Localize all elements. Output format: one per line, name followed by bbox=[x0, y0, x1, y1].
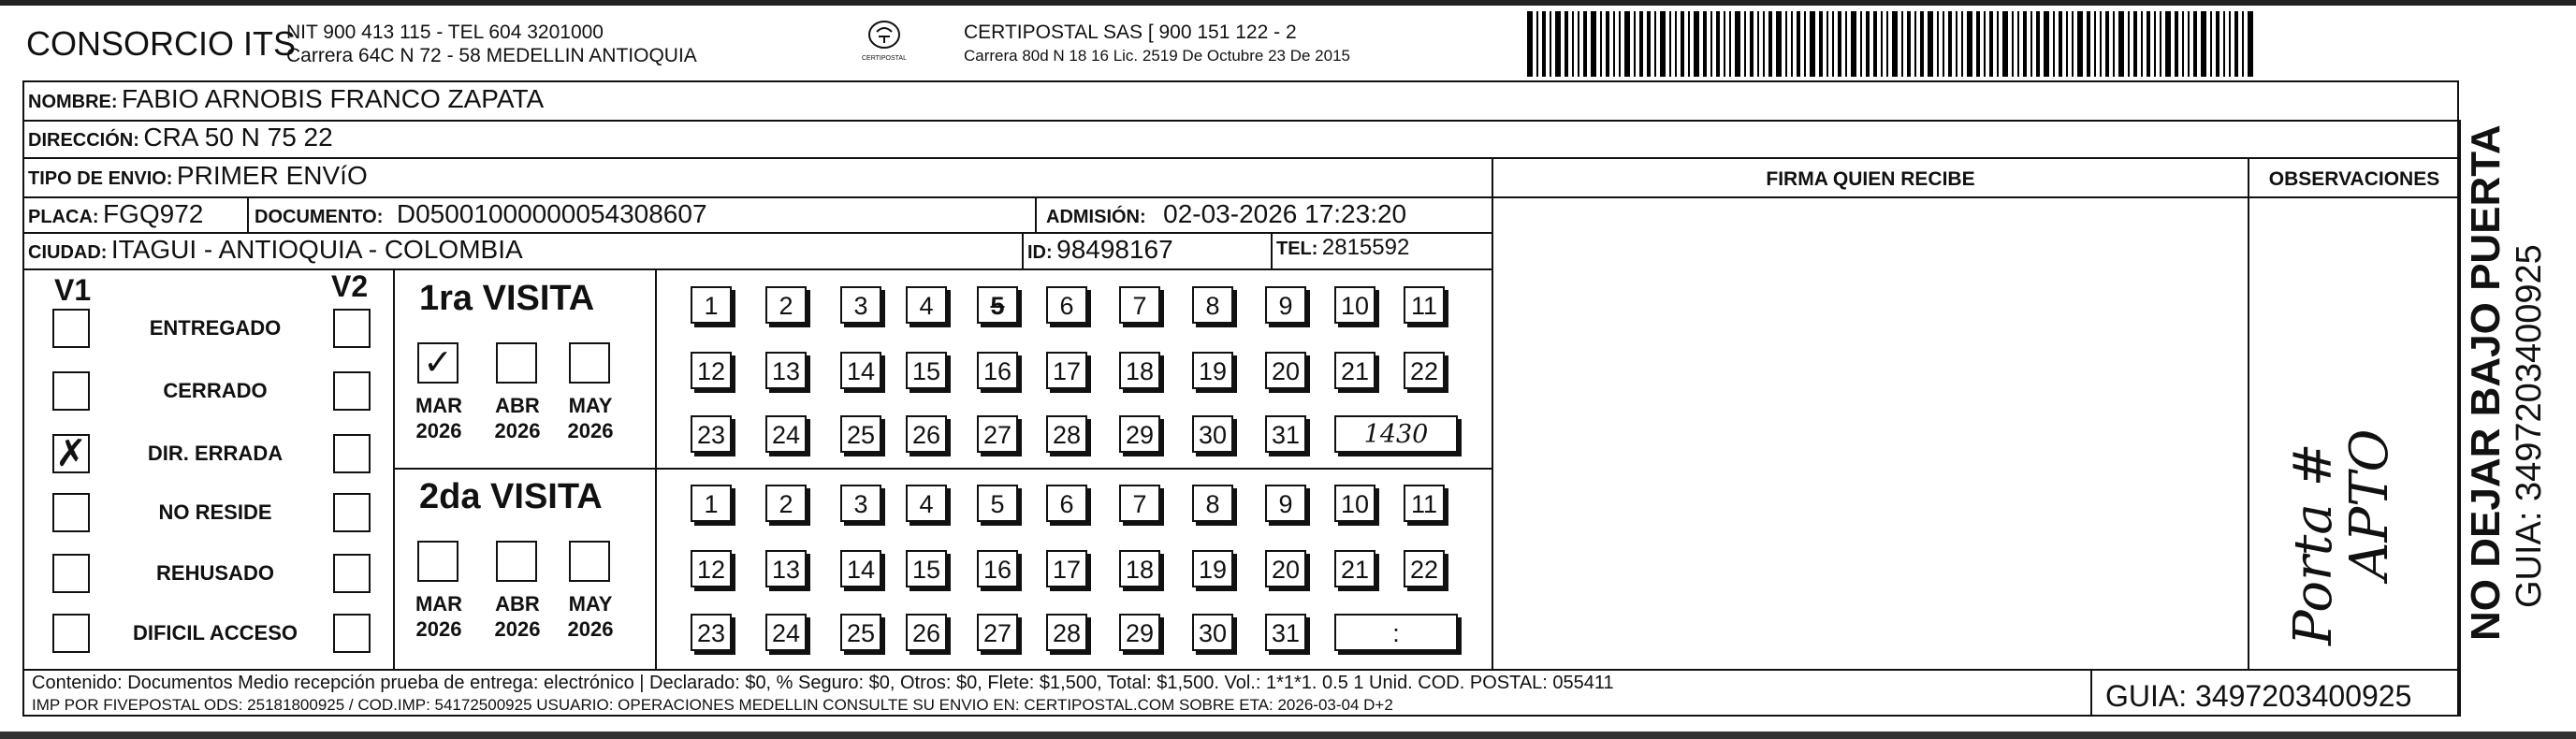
status-option-label: REHUSADO bbox=[156, 561, 274, 585]
v1-heading: V1 bbox=[54, 273, 92, 307]
day-box[interactable]: 7 bbox=[1119, 485, 1160, 522]
barcode-bar bbox=[1819, 11, 1823, 77]
day-box[interactable]: 2 bbox=[765, 286, 807, 324]
month-label bbox=[406, 393, 472, 443]
day-box[interactable]: 22 bbox=[1404, 352, 1445, 389]
month-checkbox[interactable] bbox=[569, 342, 610, 384]
day-box[interactable]: 22 bbox=[1404, 550, 1445, 587]
barcode-bar bbox=[1914, 11, 1916, 77]
logo-icon bbox=[866, 19, 903, 51]
company-nit: NIT 900 413 115 - TEL 604 3201000 bbox=[286, 22, 604, 43]
tel-label: TEL: bbox=[1276, 239, 1318, 259]
barcode-bar bbox=[2223, 11, 2225, 77]
day-box[interactable]: 6 bbox=[1046, 485, 1087, 522]
v2-checkbox[interactable] bbox=[333, 371, 371, 411]
day-box[interactable]: 10 bbox=[1334, 286, 1375, 324]
month-label bbox=[558, 591, 623, 642]
day-box[interactable]: 17 bbox=[1046, 550, 1087, 587]
barcode-bar bbox=[2017, 11, 2019, 77]
month-checkbox[interactable] bbox=[569, 541, 610, 582]
barcode-bar bbox=[1785, 11, 1787, 77]
barcode-bar bbox=[1527, 11, 1533, 77]
v2-checkbox[interactable] bbox=[333, 493, 371, 532]
logo-text: CERTIPOSTAL bbox=[862, 55, 907, 62]
nombre-label: NOMBRE: bbox=[28, 92, 118, 112]
barcode-bar bbox=[1710, 11, 1712, 77]
no-dejar-warning: NO DEJAR BAJO PUERTA bbox=[2463, 124, 2509, 641]
day-box[interactable]: 29 bbox=[1119, 614, 1160, 651]
day-box[interactable]: 28 bbox=[1046, 614, 1087, 651]
month-name: MAR bbox=[415, 592, 463, 616]
day-box[interactable]: 11 bbox=[1404, 286, 1445, 324]
day-box[interactable]: 3 bbox=[840, 485, 881, 522]
day-box[interactable]: 11 bbox=[1404, 485, 1445, 522]
status-option-label: CERRADO bbox=[163, 379, 268, 402]
barcode-bar bbox=[2113, 11, 2115, 77]
month-name: MAY bbox=[568, 394, 613, 417]
day-box[interactable]: 24 bbox=[765, 614, 807, 651]
day-box[interactable]: 23 bbox=[691, 614, 732, 651]
v2-checkbox[interactable] bbox=[333, 434, 371, 473]
v1-checkbox[interactable] bbox=[52, 309, 90, 348]
barcode-bar bbox=[1928, 11, 1933, 77]
day-box[interactable]: 21 bbox=[1334, 550, 1375, 587]
barcode-bar bbox=[1660, 11, 1666, 77]
barcode-bar bbox=[2002, 11, 2008, 77]
barcode-bar bbox=[2053, 11, 2055, 77]
barcode-bar bbox=[1838, 11, 1841, 77]
barcode-bar bbox=[1750, 11, 1754, 77]
day-box[interactable]: 19 bbox=[1192, 550, 1233, 587]
hour-box[interactable]: 1430 bbox=[1334, 415, 1458, 453]
month-checkbox[interactable] bbox=[417, 541, 458, 582]
v2-checkbox[interactable] bbox=[333, 309, 371, 348]
barcode-bar bbox=[1578, 11, 1579, 77]
day-box[interactable]: 25 bbox=[840, 614, 881, 651]
admision-label: ADMISIÓN: bbox=[1046, 207, 1146, 227]
barcode-bar bbox=[2118, 11, 2124, 77]
day-box[interactable]: 23 bbox=[691, 415, 732, 453]
barcode-bar bbox=[2165, 11, 2171, 77]
tel-row bbox=[1276, 235, 1409, 261]
barcode-bar bbox=[1956, 11, 1957, 77]
barcode-bar bbox=[1768, 11, 1772, 77]
barcode-bar bbox=[1845, 11, 1847, 77]
day-box[interactable]: 18 bbox=[1119, 550, 1160, 587]
barcode-bar bbox=[1961, 11, 1963, 77]
day-box[interactable]: 28 bbox=[1046, 415, 1087, 453]
documento-value: D05001000000054308607 bbox=[396, 199, 707, 228]
day-box[interactable]: 18 bbox=[1119, 352, 1160, 389]
day-box[interactable]: 26 bbox=[906, 614, 947, 651]
barcode-bar bbox=[1776, 11, 1782, 77]
placa-row bbox=[28, 199, 203, 229]
day-box[interactable]: 15 bbox=[906, 550, 947, 587]
barcode-bar bbox=[1555, 11, 1561, 77]
day-box[interactable]: 25 bbox=[840, 415, 881, 453]
barcode-bar bbox=[2229, 11, 2231, 77]
day-box[interactable]: 13 bbox=[765, 352, 807, 389]
day-box[interactable]: 1 bbox=[691, 286, 732, 324]
id-row bbox=[1027, 235, 1173, 265]
barcode-bar bbox=[2087, 11, 2090, 77]
barcode-bar bbox=[2066, 11, 2068, 77]
direccion-row bbox=[28, 123, 333, 152]
barcode-bar bbox=[2030, 11, 2032, 77]
day-box[interactable]: 8 bbox=[1192, 286, 1233, 324]
day-box[interactable]: 6 bbox=[1046, 286, 1087, 324]
month-name: MAR bbox=[415, 394, 463, 417]
barcode-bar bbox=[2105, 11, 2109, 77]
barcode-bar bbox=[2182, 11, 2184, 77]
nombre-row bbox=[28, 84, 544, 114]
month-year: 2026 bbox=[415, 419, 462, 442]
barcode-bar bbox=[1757, 11, 1759, 77]
day-box[interactable]: 27 bbox=[977, 614, 1018, 651]
day-box[interactable]: 9 bbox=[1265, 286, 1306, 324]
barcode-bar bbox=[1984, 11, 1986, 77]
v2-heading: V2 bbox=[331, 269, 369, 303]
company-info bbox=[286, 21, 697, 67]
barcode-bar bbox=[1716, 11, 1720, 77]
barcode-bar bbox=[1735, 11, 1740, 77]
barcode-bar bbox=[2216, 11, 2219, 77]
barcode-bar bbox=[1600, 11, 1602, 77]
day-box[interactable]: 21 bbox=[1334, 352, 1375, 389]
barcode-bar bbox=[1542, 11, 1546, 77]
barcode-bar bbox=[1565, 11, 1568, 77]
barcode-bar bbox=[1744, 11, 1746, 77]
barcode-bar bbox=[1681, 11, 1684, 77]
barcode-bar bbox=[2023, 11, 2027, 77]
visit-title: 2da VISITA bbox=[419, 477, 603, 516]
barcode-bar bbox=[2147, 11, 2150, 77]
placa-label: PLACA: bbox=[28, 207, 99, 227]
day-box[interactable]: 14 bbox=[840, 550, 881, 587]
barcode-bar bbox=[1804, 11, 1806, 77]
barcode-bar bbox=[1703, 11, 1707, 77]
v1-checkbox[interactable] bbox=[52, 493, 90, 532]
barcode-bar bbox=[1694, 11, 1699, 77]
barcode-bar bbox=[2210, 11, 2212, 77]
month-checkbox[interactable] bbox=[496, 541, 537, 582]
placa-value: FGQ972 bbox=[103, 199, 204, 228]
barcode-bar bbox=[2133, 11, 2137, 77]
v2-checkbox[interactable] bbox=[333, 554, 371, 593]
month-year: 2026 bbox=[494, 419, 541, 442]
day-box[interactable]: 12 bbox=[691, 352, 732, 389]
top-edge bbox=[0, 0, 2576, 6]
tipo-envio-row bbox=[28, 161, 368, 191]
barcode-bar bbox=[1675, 11, 1677, 77]
barcode-bar bbox=[2248, 11, 2253, 77]
barcode-bar bbox=[2175, 11, 2178, 77]
status-option-label: ENTREGADO bbox=[149, 316, 282, 340]
barcode-bar bbox=[2094, 11, 2096, 77]
barcode-bar bbox=[1886, 11, 1888, 77]
day-box[interactable]: 29 bbox=[1119, 415, 1160, 453]
day-box[interactable]: 2 bbox=[765, 485, 807, 522]
company-name: CONSORCIO ITS bbox=[26, 24, 297, 63]
v1-checkbox[interactable] bbox=[52, 371, 90, 411]
barcode-bar bbox=[1810, 11, 1815, 77]
barcode-bar bbox=[1920, 11, 1924, 77]
month-year: 2026 bbox=[567, 617, 614, 641]
status-option-label: DIFICIL ACCESO bbox=[132, 621, 298, 645]
ciudad-value: ITAGUI - ANTIOQUIA - COLOMBIA bbox=[110, 235, 523, 264]
admision-row bbox=[1046, 199, 1406, 229]
barcode-bar bbox=[1873, 11, 1877, 77]
barcode-bar bbox=[2100, 11, 2102, 77]
tel-value: 2815592 bbox=[1321, 235, 1410, 260]
month-checkbox[interactable]: ✓ bbox=[417, 342, 458, 384]
month-name: ABR bbox=[495, 394, 540, 417]
barcode-bar bbox=[1634, 11, 1636, 77]
barcode-bar bbox=[2012, 11, 2014, 77]
barcode-bar bbox=[1647, 11, 1651, 77]
ciudad-label: CIUDAD: bbox=[28, 242, 108, 263]
barcode-bar bbox=[2072, 11, 2074, 77]
barcode-bar bbox=[2242, 11, 2244, 77]
barcode-bar bbox=[1967, 11, 1972, 77]
v1-checkbox[interactable] bbox=[52, 614, 90, 653]
observations-handwriting-1: Porta # bbox=[2283, 442, 2344, 645]
day-box[interactable]: 30 bbox=[1192, 614, 1233, 651]
barcode-bar bbox=[1943, 11, 1944, 77]
direccion-value: CRA 50 N 75 22 bbox=[143, 123, 333, 152]
barcode-bar bbox=[2059, 11, 2062, 77]
month-name: ABR bbox=[495, 592, 540, 616]
barcode-bar bbox=[2077, 11, 2083, 77]
carrier-address: Carrera 80d N 18 16 Lic. 2519 De Octubre 23 De 2015 bbox=[964, 47, 1350, 65]
side-guia: GUIA: 3497203400925 bbox=[2510, 244, 2549, 608]
observations-handwriting-2: APTO bbox=[2339, 428, 2400, 580]
month-label bbox=[406, 591, 472, 642]
barcode-bar bbox=[2160, 11, 2161, 77]
barcode-bar bbox=[2201, 11, 2206, 77]
id-value: 98498167 bbox=[1056, 235, 1173, 264]
carrier-nit: CERTIPOSTAL SAS [ 900 151 122 - 2 bbox=[964, 22, 1297, 43]
carrier-info bbox=[964, 21, 1350, 67]
company-address: Carrera 64C N 72 - 58 MEDELLIN ANTIOQUIA bbox=[286, 45, 697, 66]
status-option-label: NO RESIDE bbox=[158, 500, 272, 524]
month-year: 2026 bbox=[415, 617, 462, 641]
barcode-bar bbox=[1639, 11, 1643, 77]
barcode-bar bbox=[1791, 11, 1793, 77]
barcode-bar bbox=[1536, 11, 1538, 77]
day-box[interactable]: 27 bbox=[977, 415, 1018, 453]
day-box[interactable]: 4 bbox=[906, 286, 947, 324]
day-box[interactable]: 16 bbox=[977, 352, 1018, 389]
barcode-bar bbox=[1851, 11, 1856, 77]
v2-checkbox[interactable] bbox=[333, 614, 371, 653]
tipo-envio-label: TIPO DE ENVIO: bbox=[28, 168, 173, 189]
day-box[interactable]: 9 bbox=[1265, 485, 1306, 522]
certipostal-logo bbox=[847, 19, 922, 75]
day-box[interactable]: 19 bbox=[1192, 352, 1233, 389]
day-box[interactable]: 7 bbox=[1119, 286, 1160, 324]
hour-box[interactable]: : bbox=[1334, 614, 1458, 651]
month-label bbox=[485, 591, 550, 642]
day-box[interactable]: 1 bbox=[691, 485, 732, 522]
barcode-bar bbox=[1624, 11, 1630, 77]
month-checkbox[interactable] bbox=[496, 342, 537, 384]
barcode-bar bbox=[2128, 11, 2130, 77]
day-box[interactable]: 20 bbox=[1265, 352, 1306, 389]
footer-guia: GUIA: 3497203400925 bbox=[2105, 679, 2412, 713]
visit-title: 1ra VISITA bbox=[419, 279, 595, 318]
footer-line-2: IMP POR FIVEPOSTAL ODS: 25181800925 / COD.IMP: 54172500925 USUARIO: OPERACIONES MEDELLIN CONSULTE SU ENVIO EN: CERTIPOSTAL.COM SOBRE ETA: 2026-03-04 D+2 bbox=[32, 696, 1393, 714]
barcode-bar bbox=[1948, 11, 1952, 77]
barcode-bar bbox=[1591, 11, 1596, 77]
ciudad-row bbox=[28, 235, 523, 265]
day-box[interactable]: 4 bbox=[906, 485, 947, 522]
documento-label: DOCUMENTO: bbox=[255, 207, 384, 227]
status-option-label: DIR. ERRADA bbox=[147, 442, 284, 465]
barcode-bar bbox=[1606, 11, 1609, 77]
barcode-bar bbox=[1989, 11, 1993, 77]
month-label bbox=[558, 393, 623, 443]
barcode-bar bbox=[1572, 11, 1574, 77]
day-box[interactable]: 15 bbox=[906, 352, 947, 389]
barcode-bar bbox=[1797, 11, 1800, 77]
tipo-envio-value: PRIMER ENVíO bbox=[176, 161, 368, 190]
month-name: MAY bbox=[568, 592, 613, 616]
barcode-bar bbox=[1866, 11, 1870, 77]
barcode-bar bbox=[1724, 11, 1725, 77]
barcode-bar bbox=[1583, 11, 1587, 77]
v1-checkbox[interactable]: ✗ bbox=[52, 434, 90, 473]
barcode-bar bbox=[2141, 11, 2143, 77]
barcode-bar bbox=[1937, 11, 1939, 77]
barcode-bar bbox=[1613, 11, 1615, 77]
day-box[interactable]: 31 bbox=[1265, 415, 1306, 453]
admision-value: 02-03-2026 17:23:20 bbox=[1163, 199, 1407, 228]
day-box[interactable]: 30 bbox=[1192, 415, 1233, 453]
observations-label: OBSERVACIONES bbox=[2268, 168, 2440, 190]
nombre-value: FABIO ARNOBIS FRANCO ZAPATA bbox=[122, 84, 545, 113]
day-box[interactable]: 13 bbox=[765, 550, 807, 587]
day-box[interactable]: 31 bbox=[1265, 614, 1306, 651]
barcode-bar bbox=[1619, 11, 1621, 77]
v1-checkbox[interactable] bbox=[52, 554, 90, 593]
month-year: 2026 bbox=[494, 617, 541, 641]
day-box[interactable]: 20 bbox=[1265, 550, 1306, 587]
barcode-bar bbox=[1826, 11, 1828, 77]
day-box[interactable]: 26 bbox=[906, 415, 947, 453]
barcode-bar bbox=[1550, 11, 1551, 77]
day-box[interactable]: 8 bbox=[1192, 485, 1233, 522]
barcode-bar bbox=[1832, 11, 1834, 77]
barcode-bar bbox=[1976, 11, 1980, 77]
barcode-bar bbox=[2234, 11, 2238, 77]
barcode-bar bbox=[1881, 11, 1883, 77]
barcode-bar bbox=[2036, 11, 2040, 77]
id-label: ID: bbox=[1027, 242, 1053, 263]
day-box[interactable]: 14 bbox=[840, 352, 881, 389]
barcode-bar bbox=[1892, 11, 1898, 77]
footer-line-1: Contenido: Documentos Medio recepción prueba de entrega: electrónico | Declarado: $0, % Seguro: $0, Otros: $0, Flete: $1,500, Total: $1,500. Vol.: 1*1*1. 0.5 1 Unid. COD. POSTAL: 055411 bbox=[32, 673, 1614, 693]
month-year: 2026 bbox=[567, 419, 614, 442]
day-box[interactable]: 17 bbox=[1046, 352, 1087, 389]
direccion-label: DIRECCIÓN: bbox=[28, 130, 139, 151]
day-box[interactable]: 24 bbox=[765, 415, 807, 453]
barcode-bar bbox=[2193, 11, 2197, 77]
bottom-edge bbox=[0, 732, 2576, 739]
barcode-bar bbox=[1688, 11, 1690, 77]
barcode bbox=[1527, 11, 2276, 77]
barcode-bar bbox=[1907, 11, 1911, 77]
barcode-bar bbox=[1654, 11, 1656, 77]
day-box[interactable]: 12 bbox=[691, 550, 732, 587]
barcode-bar bbox=[1729, 11, 1731, 77]
day-box[interactable]: 10 bbox=[1334, 485, 1375, 522]
barcode-bar bbox=[1860, 11, 1862, 77]
day-box[interactable]: 16 bbox=[977, 550, 1018, 587]
day-box[interactable]: 3 bbox=[840, 286, 881, 324]
barcode-bar bbox=[2154, 11, 2156, 77]
barcode-bar bbox=[2044, 11, 2049, 77]
barcode-bar bbox=[2188, 11, 2190, 77]
month-label bbox=[485, 393, 550, 443]
day-box[interactable]: 5 bbox=[977, 485, 1018, 522]
barcode-bar bbox=[1901, 11, 1903, 77]
day-box[interactable]: 5 bbox=[977, 286, 1018, 324]
signature-label: FIRMA QUIEN RECIBE bbox=[1766, 168, 1975, 190]
barcode-bar bbox=[1763, 11, 1765, 77]
barcode-bar bbox=[1669, 11, 1671, 77]
documento-row bbox=[255, 199, 707, 229]
barcode-bar bbox=[1997, 11, 1999, 77]
